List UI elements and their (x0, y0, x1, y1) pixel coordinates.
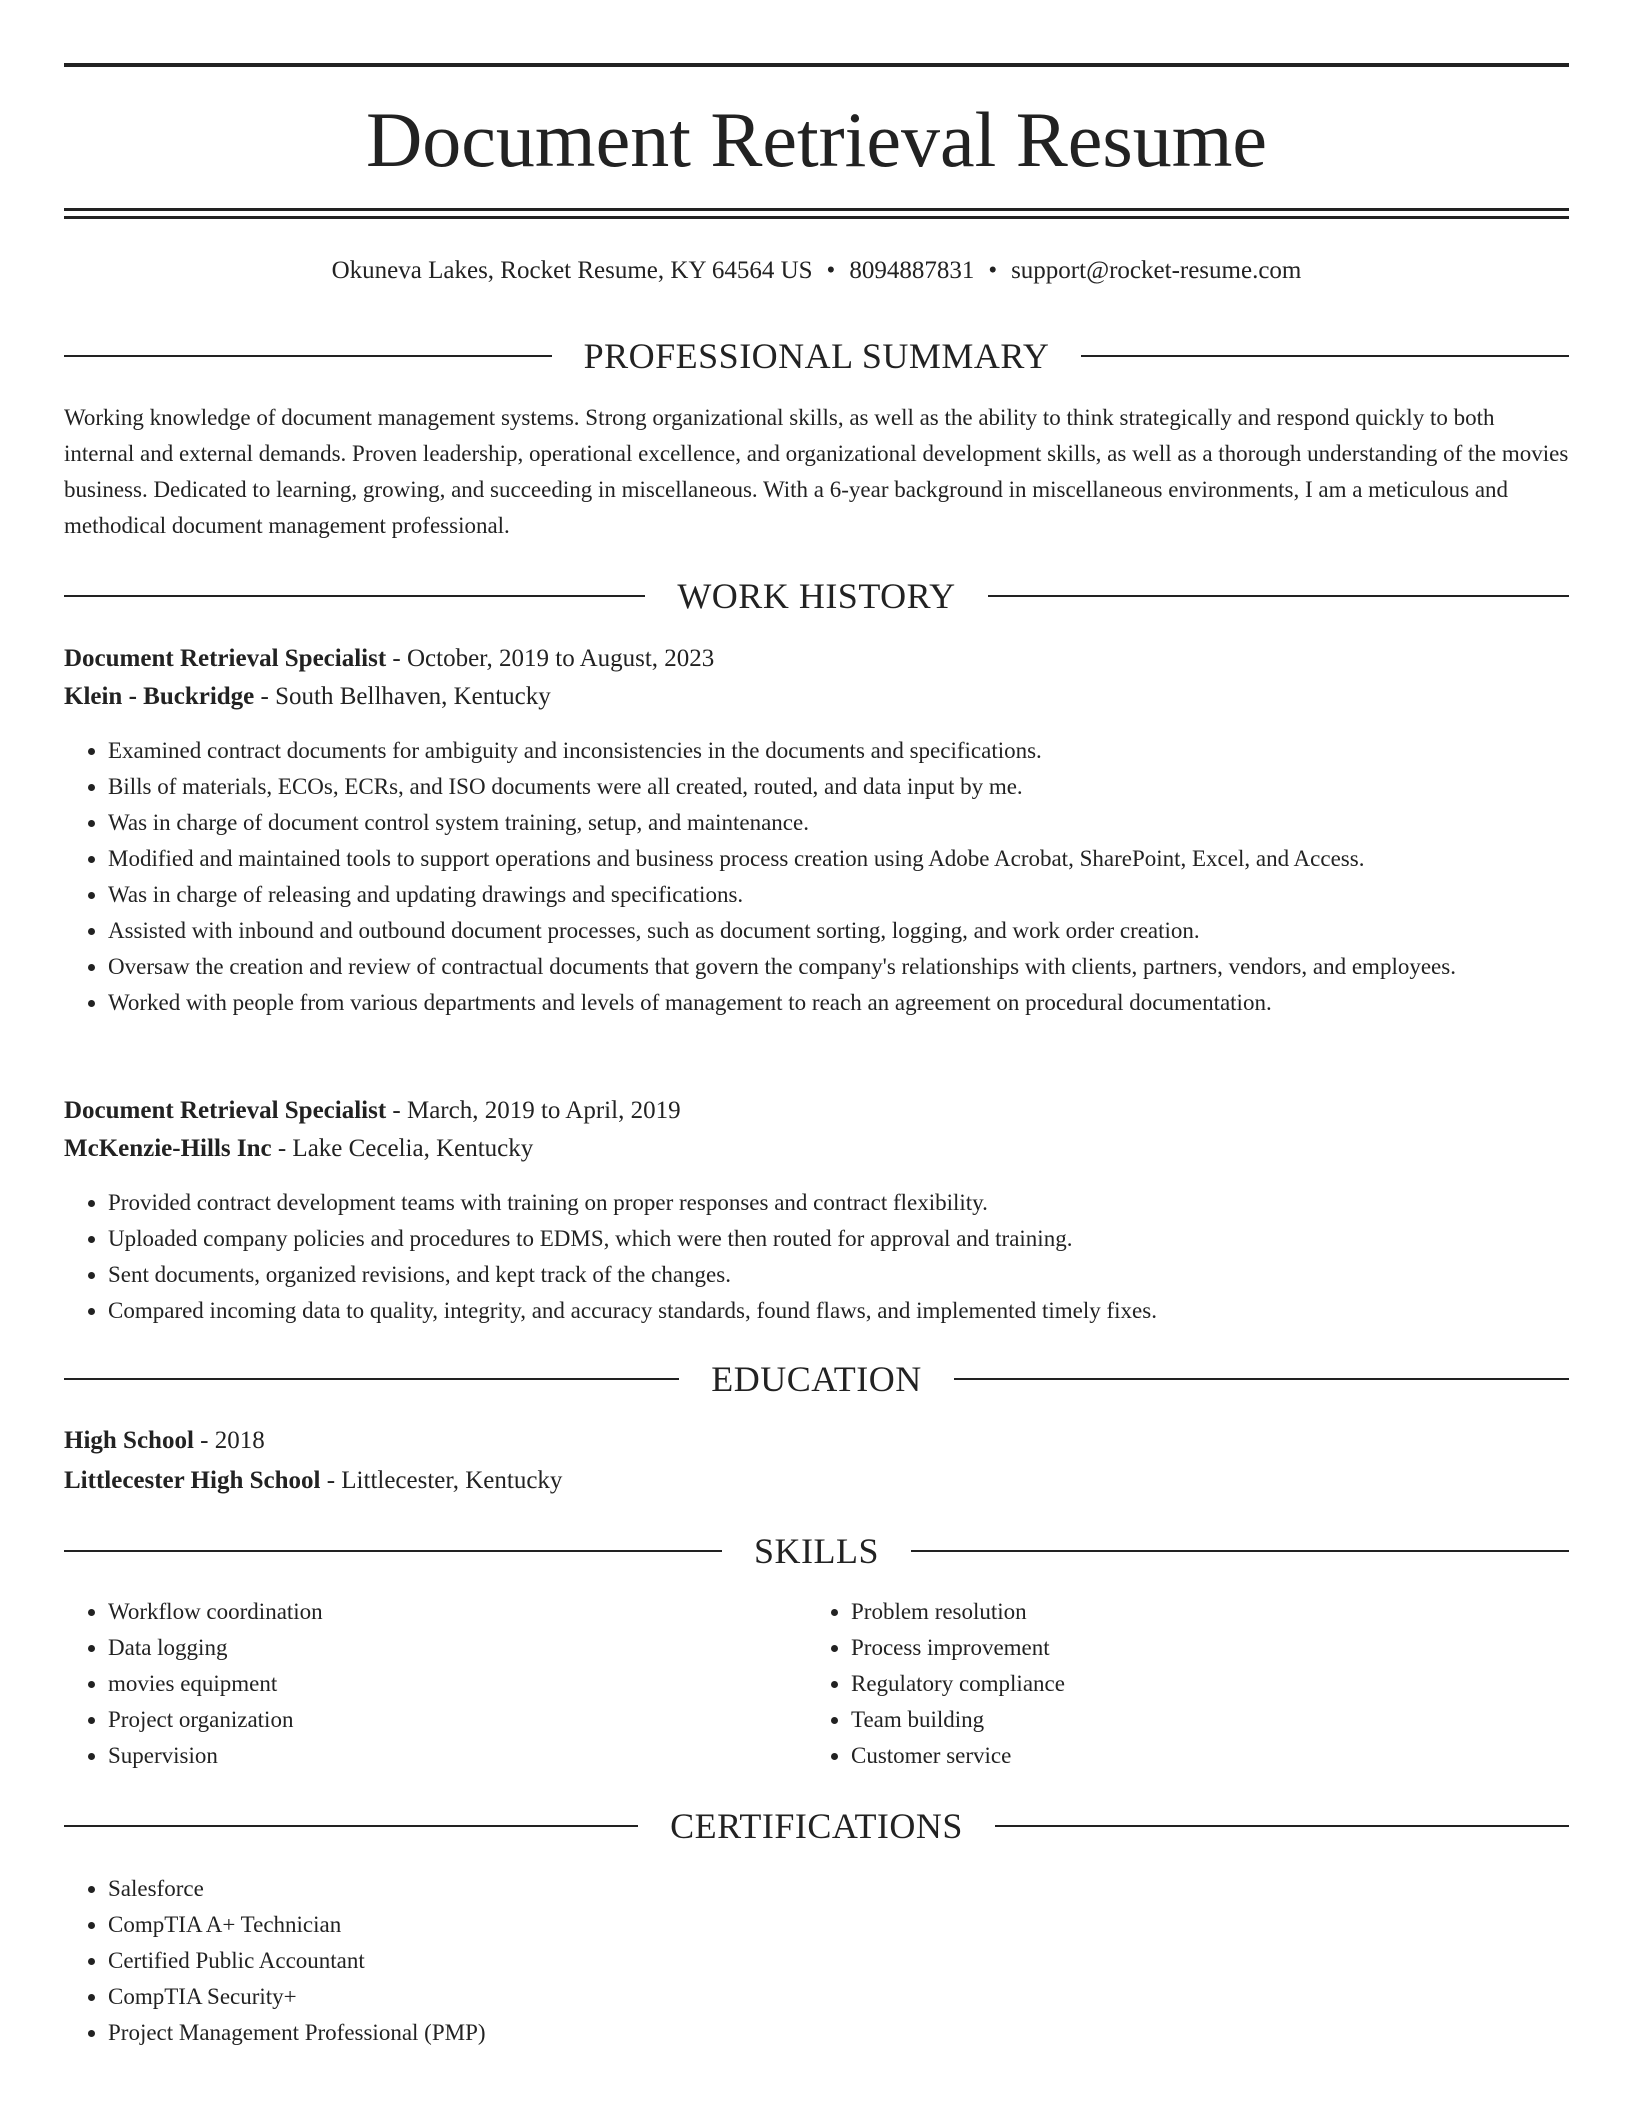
section-header-certifications (64, 1804, 1569, 1848)
list-item: • Team building (851, 1702, 1507, 1738)
job-title-line (64, 1093, 1569, 1129)
job-bullets (64, 733, 1569, 1021)
section-header-skills (64, 1529, 1569, 1573)
summary-text: Working knowledge of document management systems. Strong organizational skills, as well as the ability to think strategically and respond quickly to both internal and external demands. Proven leadership, operational excellence, and organizational development skills, as well as a thorough understanding of the movies business. Dedicated to learning, growing, and succeeding in miscellaneous. With a 6-year background in miscellaneous environments, I am a meticulous and methodical document management professional. (64, 405, 1569, 538)
section-header-summary (64, 334, 1569, 378)
job-company: McKenzie-Hills Inc (64, 1135, 272, 1162)
section-rule (954, 1378, 1569, 1380)
list-item: • Customer service (851, 1738, 1507, 1774)
skills-list-left (64, 1594, 764, 1774)
job-title-line (64, 641, 1569, 677)
list-item: • Supervision (108, 1738, 764, 1774)
list-item: • Process improvement (851, 1630, 1507, 1666)
list-item: • Examined contract documents for ambiguity and inconsistencies in the documents and specifications. (108, 733, 1569, 769)
section-title: SKILLS (754, 1531, 880, 1571)
job-location: - South Bellhaven, Kentucky (254, 683, 551, 710)
list-item: • Compared incoming data to quality, integrity, and accuracy standards, found flaws, and implemented timely fixes. (108, 1293, 1569, 1329)
section-rule (64, 595, 645, 597)
contact-separator: • (826, 257, 836, 284)
list-item: • Modified and maintained tools to support operations and business process creation using Adobe Acrobat, SharePoint, Excel, and Access. (108, 841, 1569, 877)
certifications-list (64, 1871, 1569, 2051)
job-company-line (64, 1131, 1569, 1167)
resume-title: Document Retrieval Resume (365, 96, 1268, 183)
job-company-line (64, 679, 1569, 715)
contact-phone: 8094887831 (849, 257, 975, 284)
job-bullets (64, 1185, 1569, 1329)
top-rule (64, 63, 1569, 67)
list-item: • Bills of materials, ECOs, ECRs, and ISO documents were all created, routed, and data input by me. (108, 769, 1569, 805)
section-rule (1081, 355, 1569, 357)
section-rule (64, 1550, 722, 1552)
list-item: • Regulatory compliance (851, 1666, 1507, 1702)
section-title: WORK HISTORY (677, 576, 956, 616)
job-company: Klein - Buckridge (64, 683, 255, 710)
list-item: • Was in charge of releasing and updating drawings and specifications. (108, 877, 1569, 913)
list-item: • Provided contract development teams with training on proper responses and contract flexibility. (108, 1185, 1569, 1221)
section-title: CERTIFICATIONS (670, 1806, 963, 1846)
list-item: • Workflow coordination (108, 1594, 764, 1630)
section-title: PROFESSIONAL SUMMARY (583, 336, 1050, 376)
section-rule (64, 355, 552, 357)
section-rule (64, 1378, 679, 1380)
contact-separator: • (988, 257, 998, 284)
skills-list-right (807, 1594, 1507, 1774)
job-role: Document Retrieval Specialist (64, 645, 387, 672)
list-item: • Project Management Professional (PMP) (108, 2015, 1569, 2051)
job-dates: - March, 2019 to April, 2019 (386, 1097, 681, 1124)
list-item: • Assisted with inbound and outbound document processes, such as document sorting, logging, and work order creation. (108, 913, 1569, 949)
list-item: • Project organization (108, 1702, 764, 1738)
contact-address: Okuneva Lakes, Rocket Resume, KY 64564 US (331, 257, 813, 284)
section-header-work (64, 574, 1569, 618)
job-dates: - October, 2019 to August, 2023 (386, 645, 715, 672)
title-rule-upper (64, 208, 1569, 211)
job-location: - Lake Cecelia, Kentucky (271, 1135, 534, 1162)
list-item: • Problem resolution (851, 1594, 1507, 1630)
education-school: Littlecester High School (64, 1467, 321, 1494)
list-item: • Certified Public Accountant (108, 1943, 1569, 1979)
list-item: • Worked with people from various departments and levels of management to reach an agreement on procedural documentation. (108, 985, 1569, 1021)
list-item: • Sent documents, organized revisions, and kept track of the changes. (108, 1257, 1569, 1293)
section-rule (64, 1825, 638, 1827)
list-item: • CompTIA Security+ (108, 1979, 1569, 2015)
section-title: EDUCATION (711, 1359, 922, 1399)
list-item: • movies equipment (108, 1666, 764, 1702)
education-location: - Littlecester, Kentucky (320, 1467, 563, 1494)
list-item: • Oversaw the creation and review of contractual documents that govern the company's relationships with clients, partners, vendors, and employees. (108, 949, 1569, 985)
job-role: Document Retrieval Specialist (64, 1097, 387, 1124)
education-degree-line (64, 1423, 1569, 1459)
title-rule-lower (64, 216, 1569, 219)
section-rule (995, 1825, 1569, 1827)
education-school-line (64, 1463, 1569, 1499)
list-item: • Data logging (108, 1630, 764, 1666)
contact-email: support@rocket-resume.com (1011, 257, 1302, 284)
education-degree: High School (64, 1427, 194, 1454)
section-header-education (64, 1357, 1569, 1401)
section-rule (988, 595, 1569, 597)
section-rule (911, 1550, 1569, 1552)
list-item: • Salesforce (108, 1871, 1569, 1907)
list-item: • CompTIA A+ Technician (108, 1907, 1569, 1943)
contact-line (64, 254, 1569, 288)
list-item: • Uploaded company policies and procedures to EDMS, which were then routed for approval and training. (108, 1221, 1569, 1257)
education-year: - 2018 (193, 1427, 265, 1454)
list-item: • Was in charge of document control system training, setup, and maintenance. (108, 805, 1569, 841)
